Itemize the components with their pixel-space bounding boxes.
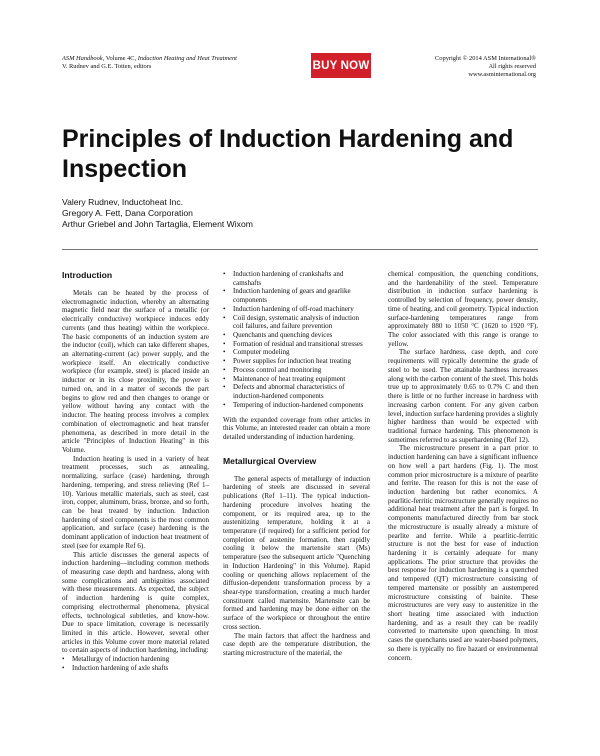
article-title: Principles of Induction Hardening and Inspection [62, 125, 514, 183]
handbook-name: ASM Handbook [62, 55, 103, 62]
list-item: • Power supplies for induction heat treating [223, 357, 370, 366]
header-publication-info [62, 55, 237, 71]
list-item: • Quenchants and quenching devices [223, 331, 370, 340]
paragraph: Metals can be heated by the process of electromagnetic induction, whereby an alternating magnetic field near the surface of a metallic (or electrically conductive) workpiece induces eddy currents (and thus heating) within the workpiece. The basic components of an induction system are the inductor (coil), which can take different shapes, an alternating-current (ac) power supply, and the workpiece itself. An electrically conductive workpiece (for example, steel) is placed inside an inductor or in its close proximity, the power is turned on, and in a matter of seconds the part begins to glow red and then changes to orange or yellow without having any contact with the inductor. The heating process involves a complex combination of electromagnetic and heat transfer phenomena, as described in more detail in the article "Principles of Induction Heating" in this Volume. [62, 289, 209, 454]
paragraph: chemical composition, the quenching conditions, and the hardenability of the steel. Temperature distribution in induction surface hardening is controlled by selection of frequency, power density, time of heating, and coil geometry. Typical induction surface-hardening temperatures range from approximately 880 to 1050 °C (1620 to 1920 °F). The color associated with this range is orange to yellow. [388, 270, 538, 348]
editors-line: V. Rudnev and G.E. Totten, editors [62, 63, 152, 70]
list-item: • Coil design, systematic analysis of induction coil failures, and failure prevention [223, 314, 370, 331]
author-line: Valery Rudnev, Inductoheat Inc. [62, 197, 184, 207]
list-item: • Defects and abnormal characteristics of induction-hardened components [223, 383, 370, 400]
list-item: • Formation of residual and transitional stresses [223, 340, 370, 349]
list-item: • Metallurgy of induction hardening [62, 655, 209, 664]
website-link[interactable]: www.asminternational.org [468, 71, 536, 78]
rights-line: All rights reserved [488, 63, 536, 70]
handbook-volume: , Volume 4C, [102, 55, 138, 62]
author-list [62, 197, 253, 230]
copyright-line: Copyright © 2014 ASM International® [435, 55, 536, 62]
list-item: • Induction hardening of off-road machinery [223, 305, 370, 314]
author-line: Arthur Griebel and John Tartaglia, Element Wixom [62, 219, 253, 229]
list-item: • Induction hardening of crankshafts and camshafts [223, 270, 370, 287]
volume-title: Induction Heating and Heat Treatment [137, 55, 237, 62]
title-divider [62, 249, 538, 250]
paragraph: With the expanded coverage from other articles in this Volume, an interested reader can obtain a more detailed understanding of induction hardening. [223, 415, 370, 441]
related-articles-list [62, 655, 209, 672]
paragraph: This article discusses the general aspects of induction hardening—including common methods of measuring case depth and hardness, along with some complications and ambiguities associated with these measurements. As expected, the subject of induction hardening is quite complex, comprising electrothermal phenomena, physical effects, technological subtleties, and know-how. Due to space limitation, coverage is necessarily limited in this article. However, several other articles in this Volume cover more material related to certain aspects of induction hardening, including: [62, 550, 209, 655]
column-1 [62, 270, 209, 673]
column-2 [223, 270, 370, 658]
paragraph: The surface hardness, case depth, and core requirements will typically determine the grade of steel to be used. The attainable hardness increases along with the carbon content of the steel. This holds true up to approximately 0.65 to 0.7% C and then there is little or no further increase in hardness with increasing carbon content. For any given carbon level, induction surface hardening provides a slightly higher hardness than would be expected with traditional furnace hardening. This phenomenon is sometimes referred to as superhardening (Ref 12). [388, 348, 538, 444]
handbook-line [62, 55, 237, 63]
list-item: • Tempering of induction-hardened components [223, 401, 370, 410]
list-item: • Maintenance of heat treating equipment [223, 375, 370, 384]
paragraph: The general aspects of metallurgy of induction hardening of steels are discussed in several publications (Ref 1–11). The typical induction-hardening procedure involves heating the component, or its required area, up to the austenitizing temperature, holding it at a temperature (if required) for a sufficient period for completion of austenite formation, then rapidly cooling it below the martensite start (Ms) temperature (see the subsequent article "Quenching in Induction Hardening" in this Volume). Rapid cooling or quenching allows replacement of the diffusion-dependent transformation process by a shear-type transformation, creating a much harder constituent called martensite. Martensite can be formed and hardening may be done either on the surface of the workpiece or throughout the entire cross section. [223, 474, 370, 631]
list-item: • Process control and monitoring [223, 366, 370, 375]
section-heading-metallurgical-overview: Metallurgical Overview [223, 455, 317, 466]
paragraph: The microstructure present in a part prior to induction hardening can have a significant influence on how well a part hardens (Fig. 1). The most common prior microstructure is a mixture of pearlite and ferrite. The reason for this is not the ease of induction hardening but rather economics. A pearlitic-ferritic microstructure generally requires no additional heat treatment after the part is forged. In components manufactured directly from bar stock the microstructure is usually already a mixture of pearlite and ferrite. While a pearlitic-ferritic structure is not the best for ease of induction hardening it is certainly adequate for many applications. The prior structure that provides the best response for induction hardening is a quenched and tempered (QT) microstructure consisting of tempered martensite or possibly an austempered microstructure consisting of bainite. These microstructures are very easy to austenitize in the short heating time associated with induction hardening, and as a result they can be readily converted to martensite upon quenching. In most cases the quenchants used are water-based polymers, so there is typically no fire hazard or environmental concern. [388, 444, 538, 662]
list-item: • Computer modeling [223, 348, 370, 357]
list-item: • Induction hardening of gears and gearlike components [223, 287, 370, 304]
header-copyright [422, 55, 536, 79]
column-3 [388, 270, 538, 662]
paragraph: The main factors that affect the hardness and case depth are the temperature distribution, the starting microstructure of the material, the [223, 631, 370, 658]
section-heading-introduction: Introduction [62, 270, 113, 280]
author-line: Gregory A. Fett, Dana Corporation [62, 208, 193, 218]
buy-now-button[interactable]: BUY NOW [311, 53, 371, 78]
related-articles-list [223, 270, 370, 410]
list-item: • Induction hardening of axle shafts [62, 664, 209, 673]
paragraph: Induction heating is used in a variety of heat treatment processes, such as annealing, normalizing, surface (case) hardening, through hardening, tempering, and stress relieving (Ref 1–10). Various metallic materials, such as steel, cast iron, copper, aluminum, brass, bronze, and so forth, can be heat treated by induction. Induction hardening of steel components is the most common application, and surface (case) hardening is the dominant application of induction heat treatment of steel (see for example Ref 6). [62, 454, 209, 550]
